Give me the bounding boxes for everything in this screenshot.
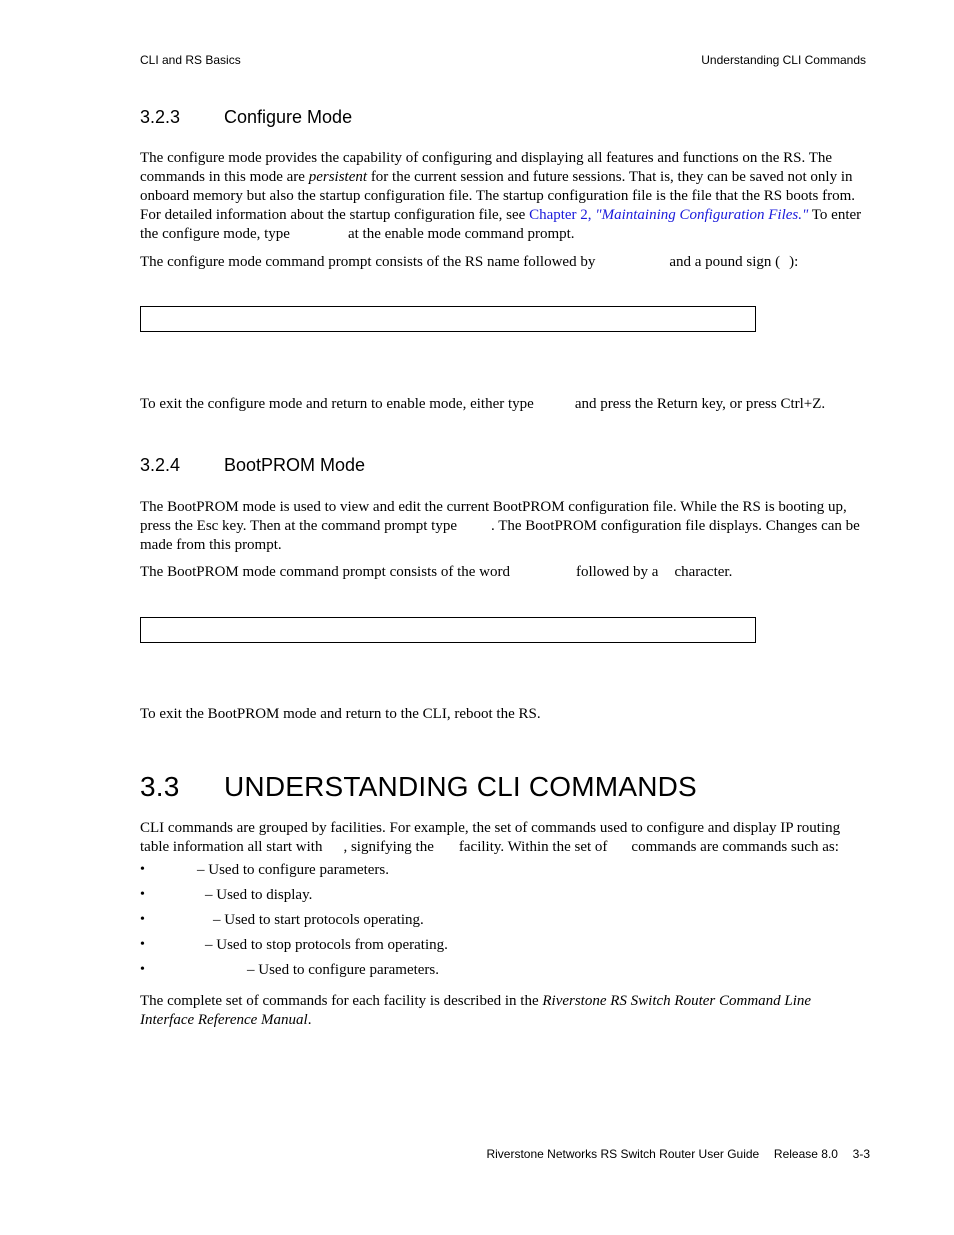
text-run: for the current session and future sessions. That is, they can be saved not only in onboard memory but also the startup configuration file. The startup configuration file is the file that the RS boots from. For detailed information about the startup configuration file, see bbox=[140, 169, 855, 223]
section-heading-understanding-cli-commands bbox=[140, 771, 697, 803]
text-run: To exit the configure mode and return to enable mode, either type bbox=[140, 396, 534, 412]
text-run: facility. Within the set of bbox=[458, 839, 608, 855]
list-item-text: – Used to configure parameters. bbox=[197, 862, 390, 878]
text-run: , signifying the bbox=[343, 839, 434, 855]
italic-text: Riverstone RS Switch Router Command Line Interface Reference Manual bbox=[140, 993, 812, 1028]
text-run: The BootPROM mode is used to view and edit the current BootPROM configuration file. While the RS is booting up, press the Esc key. Then at the command prompt type bbox=[140, 499, 847, 534]
section-title: BootPROM Mode bbox=[224, 455, 366, 475]
bootprom-prompt-code-box bbox=[140, 617, 756, 643]
list-item-text: – Used to stop protocols from operating. bbox=[205, 937, 448, 953]
running-footer bbox=[486, 1147, 870, 1161]
text-run: character. bbox=[674, 564, 733, 580]
section-number: 3.2.4 bbox=[140, 455, 181, 475]
bullet-icon: • bbox=[140, 962, 145, 977]
bullet-icon: • bbox=[140, 887, 145, 902]
footer-release: Release 8.0 bbox=[773, 1147, 838, 1161]
text-run: The complete set of commands for each facility is described in the bbox=[140, 993, 543, 1009]
section-number: 3.3 bbox=[140, 771, 180, 802]
section-number: 3.2.3 bbox=[140, 107, 181, 127]
bullet-icon: • bbox=[140, 937, 145, 952]
bootprom-exit-paragraph: To exit the BootPROM mode and return to the CLI, reboot the RS. bbox=[140, 706, 541, 722]
text-run: CLI commands are grouped by facilities. For example, the set of commands used to configure and display IP routing table information all start with bbox=[140, 820, 841, 855]
text-run: ): bbox=[789, 254, 799, 270]
text-run: The configure mode provides the capability of configuring and displaying all features and functions on the RS. The commands in this mode are bbox=[140, 150, 833, 185]
text-run: . The BootPROM configuration file displays. Changes can be made from this prompt. bbox=[140, 518, 860, 553]
bullet-icon: • bbox=[140, 862, 145, 877]
text-run: To enter the configure mode, type bbox=[140, 207, 862, 242]
bullet-icon: • bbox=[140, 912, 145, 927]
text-run: . bbox=[307, 1012, 312, 1028]
configure-prompt-paragraph bbox=[140, 253, 868, 272]
configure-mode-paragraph bbox=[140, 149, 868, 244]
bootprom-prompt-paragraph bbox=[140, 563, 868, 582]
link-text: Chapter 2, bbox=[529, 207, 596, 223]
running-header-left: CLI and RS Basics bbox=[140, 53, 241, 67]
footer-guide-title: Riverstone Networks RS Switch Router User Guide bbox=[486, 1147, 760, 1161]
section-heading-configure-mode bbox=[140, 107, 352, 128]
text-run: The BootPROM mode command prompt consists of the word bbox=[140, 564, 510, 580]
list-item-text: – Used to configure parameters. bbox=[247, 962, 440, 978]
footer-page-number: 3-3 bbox=[852, 1147, 870, 1161]
text-run: The configure mode command prompt consists of the RS name followed by bbox=[140, 254, 596, 270]
text-run: commands are commands such as: bbox=[631, 839, 839, 855]
list-item-text: – Used to start protocols operating. bbox=[213, 912, 424, 928]
text-run: and press the Return key, or press Ctrl+Z. bbox=[574, 396, 826, 412]
running-header-right: Understanding CLI Commands bbox=[701, 53, 866, 67]
configure-prompt-code-box bbox=[140, 306, 756, 332]
text-run: at the enable mode command prompt. bbox=[347, 226, 575, 242]
bootprom-mode-paragraph bbox=[140, 498, 868, 555]
text-run: and a pound sign ( bbox=[669, 254, 781, 270]
section-title: Configure Mode bbox=[224, 107, 353, 127]
link-italic-text: "Maintaining Configuration Files." bbox=[595, 207, 809, 223]
list-item-text: – Used to display. bbox=[205, 887, 313, 903]
cli-commands-paragraph bbox=[140, 819, 868, 857]
section-heading-bootprom-mode bbox=[140, 455, 365, 476]
italic-text: persistent bbox=[308, 169, 368, 185]
section-title: UNDERSTANDING CLI COMMANDS bbox=[224, 771, 697, 802]
text-run: followed by a bbox=[575, 564, 659, 580]
reference-manual-paragraph bbox=[140, 992, 868, 1030]
chapter-2-link[interactable] bbox=[529, 207, 808, 223]
configure-exit-paragraph bbox=[140, 395, 868, 414]
